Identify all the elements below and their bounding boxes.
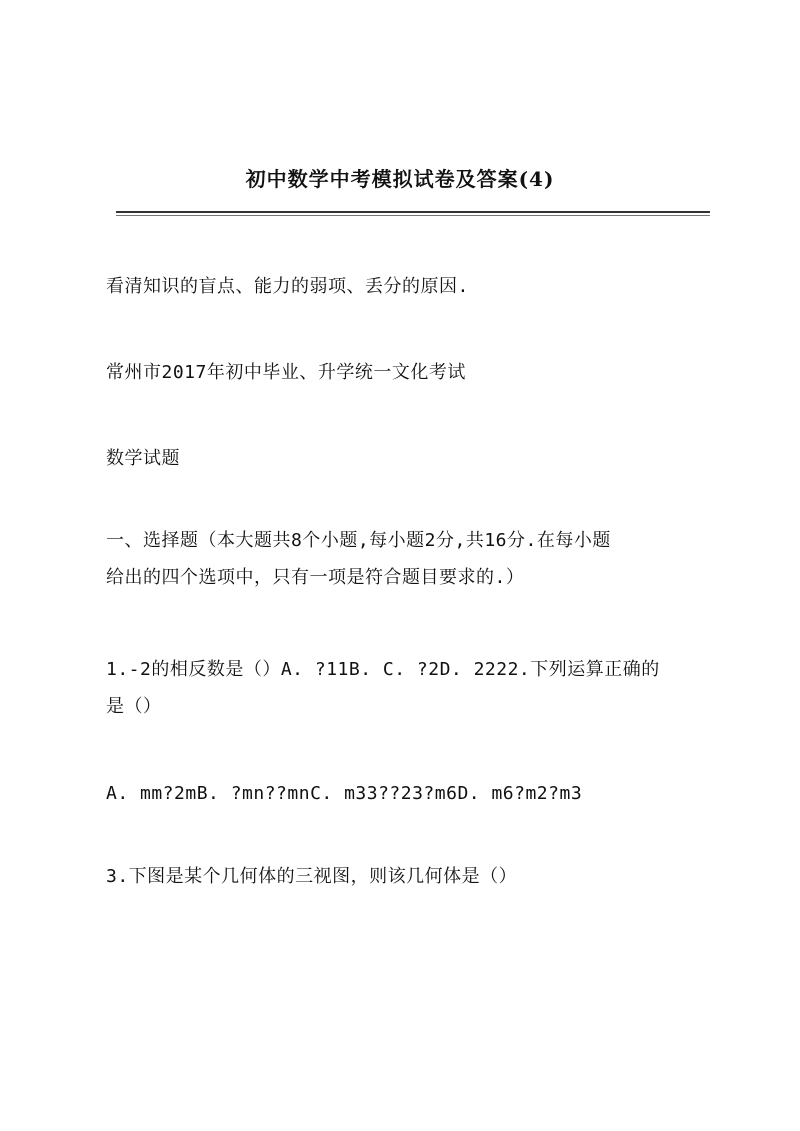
text-line: A. mm?2mB. ?mn??mnC. m33??23?m6D. m6?m2?m3 xyxy=(106,783,583,804)
exam-name-paragraph xyxy=(106,354,716,391)
intro-paragraph xyxy=(106,268,716,305)
text-line: 是（） xyxy=(106,696,162,717)
document-title: 初中数学中考模拟试卷及答案(4) xyxy=(245,167,555,191)
text-line: 3.下图是某个几何体的三视图，则该几何体是（） xyxy=(106,866,518,887)
section-instructions xyxy=(106,522,716,596)
question-2-options xyxy=(106,775,716,812)
subject-heading xyxy=(106,440,716,477)
text-line: 一、选择题（本大题共8个小题,每小题2分,共16分.在每小题 xyxy=(106,530,611,551)
title-divider-thin xyxy=(116,215,710,216)
text-line: 给出的四个选项中，只有一项是符合题目要求的.） xyxy=(106,567,525,588)
text-line: 1.-2的相反数是（）A. ?11B. C. ?2D. 2222.下列运算正确的 xyxy=(106,659,660,680)
title-divider xyxy=(116,211,710,213)
question-3 xyxy=(106,858,716,895)
text-line: 常州市2017年初中毕业、升学统一文化考试 xyxy=(106,362,466,383)
question-1-2 xyxy=(106,651,716,725)
text-line: 看清知识的盲点、能力的弱项、丢分的原因. xyxy=(106,276,469,297)
text-line: 数学试题 xyxy=(106,448,180,469)
